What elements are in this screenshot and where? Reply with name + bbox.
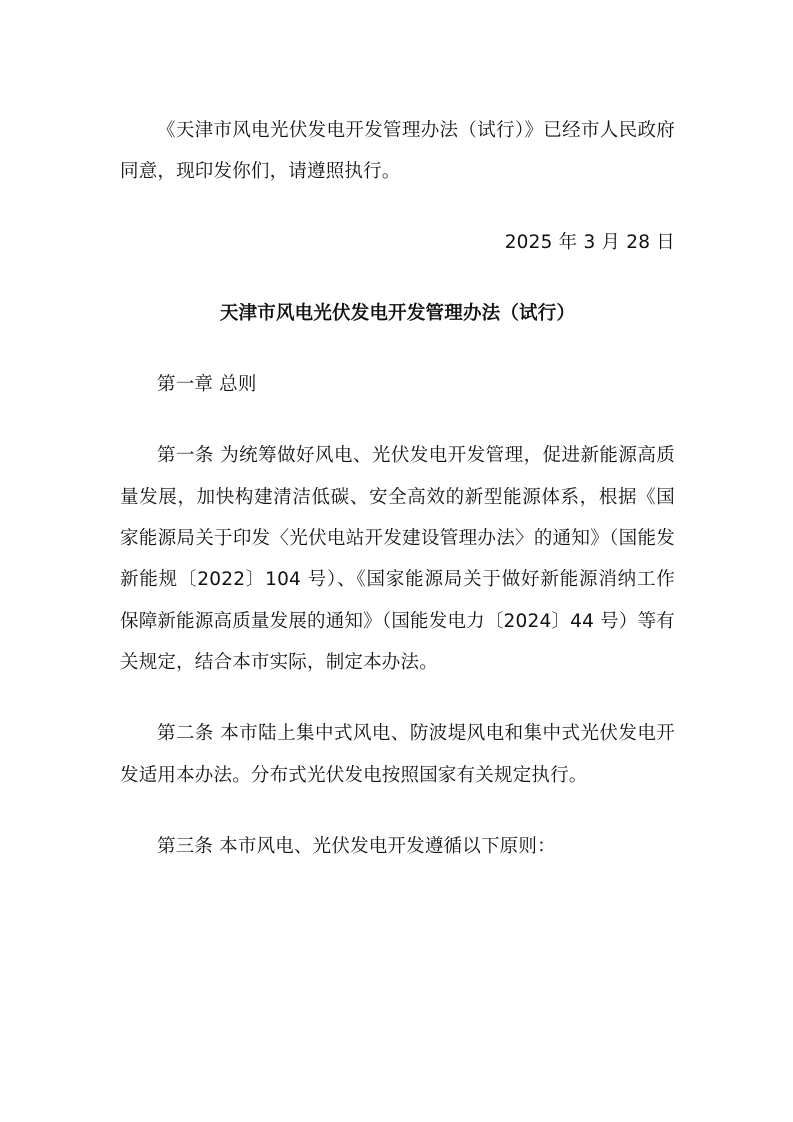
article-2: 第二条 本市陆上集中式风电、防波堤风电和集中式光伏发电开发适用本办法。分布式光伏发电按照国家有关规定执行。 — [120, 723, 675, 786]
article-3: 第三条 本市风电、光伏发电开发遵循以下原则： — [157, 835, 556, 857]
article-1: 第一条 为统筹做好风电、光伏发电开发管理，促进新能源高质量发展，加快构建清洁低碳、安全高效的新型能源体系，根据《国家能源局关于印发〈光伏电站开发建设管理办法〉的通知》（国能发新能规〔2022〕104 号）、《国家能源局关于做好新能源消纳工作保障新能源高质量发展的通知》（国能发电力〔2024〕44 号）等有关规定，结合本市实际，制定本办法。 — [120, 445, 675, 673]
preamble-paragraph: 《天津市风电光伏发电开发管理办法（试行）》已经市人民政府同意，现印发你们，请遵照执行。 — [120, 120, 675, 183]
issue-date: 2025 年 3 月 28 日 — [504, 231, 675, 253]
chapter-heading: 第一章 总则 — [157, 374, 257, 396]
document-body — [120, 110, 675, 867]
document-title: 天津市风电光伏发电开发管理办法（试行） — [219, 302, 576, 324]
